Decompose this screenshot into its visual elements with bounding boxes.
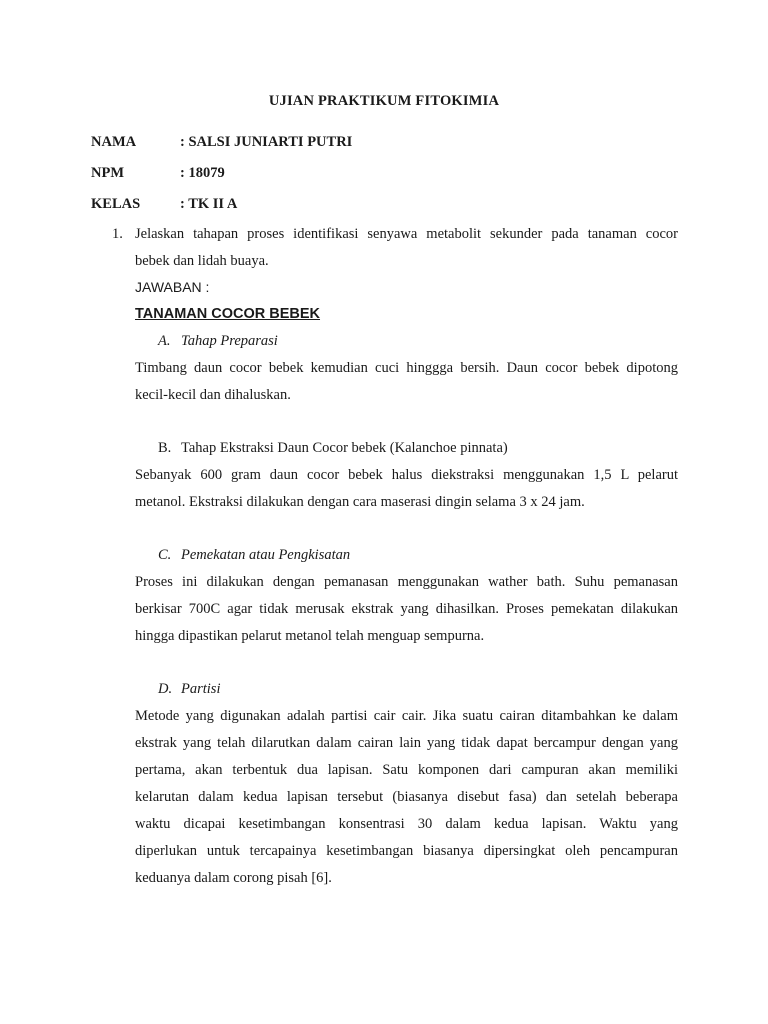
subsection-title: Tahap Preparasi [181, 333, 278, 349]
paragraph-line: hingga dipastikan pelarut metanol telah menguap sempurna. [135, 628, 485, 644]
paragraph-line: kelarutan dalam kedua lapisan tersebut (biasanya disebut fasa) dan setelah beberapa [135, 789, 678, 805]
document-title: UJIAN PRAKTIKUM FITOKIMIA [268, 93, 500, 109]
question-number: 1. [112, 226, 123, 242]
paragraph-line: ekstrak yang telah dilarutkan dalam cairan lain yang tidak dapat bercampur dengan yang [135, 735, 678, 751]
paragraph-line: kecil-kecil dan dihaluskan. [135, 387, 291, 403]
subsection-letter: C. [158, 547, 172, 563]
question-line: bebek dan lidah buaya. [135, 253, 269, 269]
paragraph-line: pertama, akan terbentuk dua lapisan. Satu komponen dari campuran akan memiliki [135, 762, 678, 778]
paragraph-line: berkisar 700C agar tidak merusak ekstrak yang dihasilkan. Proses pemekatan dilakukan [135, 601, 678, 617]
subsection-letter: A. [158, 333, 171, 349]
answer-label: JAWABAN : [135, 279, 210, 295]
paragraph-line: waktu dicapai kesetimbangan konsentrasi 30 dalam kedua lapisan. Waktu yang [135, 816, 678, 832]
name-label: NAMA [91, 134, 137, 150]
paragraph-line: keduanya dalam corong pisah [6]. [135, 870, 332, 886]
name-value: : SALSI JUNIARTI PUTRI [180, 134, 353, 150]
paragraph-line: Timbang daun cocor bebek kemudian cuci hinggga bersih. Daun cocor bebek dipotong [135, 360, 678, 376]
paragraph-line: diperlukan untuk tercapainya kesetimbangan biasanya dipersingkat oleh pencampuran [135, 843, 678, 859]
subsection-letter: B. [158, 440, 172, 456]
paragraph-line: Proses ini dilakukan dengan pemanasan menggunakan wather bath. Suhu pemanasan [135, 574, 678, 590]
class-label: KELAS [91, 196, 141, 212]
question-line: Jelaskan tahapan proses identifikasi senyawa metabolit sekunder pada tanaman cocor [135, 226, 678, 242]
npm-label: NPM [91, 165, 125, 181]
npm-value: : 18079 [180, 165, 225, 181]
subsection-title: Tahap Ekstraksi Daun Cocor bebek (Kalanchoe pinnata) [181, 440, 508, 456]
paragraph-line: Metode yang digunakan adalah partisi cair cair. Jika suatu cairan ditambahkan ke dalam [135, 708, 678, 724]
paragraph-line: metanol. Ekstraksi dilakukan dengan cara maserasi dingin selama 3 x 24 jam. [135, 494, 585, 510]
subsection-title: Partisi [181, 681, 221, 697]
section-heading: TANAMAN COCOR BEBEK [135, 306, 321, 322]
subsection-letter: D. [158, 681, 173, 697]
class-value: : TK II A [180, 196, 238, 212]
subsection-title: Pemekatan atau Pengkisatan [181, 547, 351, 563]
paragraph-line: Sebanyak 600 gram daun cocor bebek halus diekstraksi menggunakan 1,5 L pelarut [135, 467, 678, 483]
